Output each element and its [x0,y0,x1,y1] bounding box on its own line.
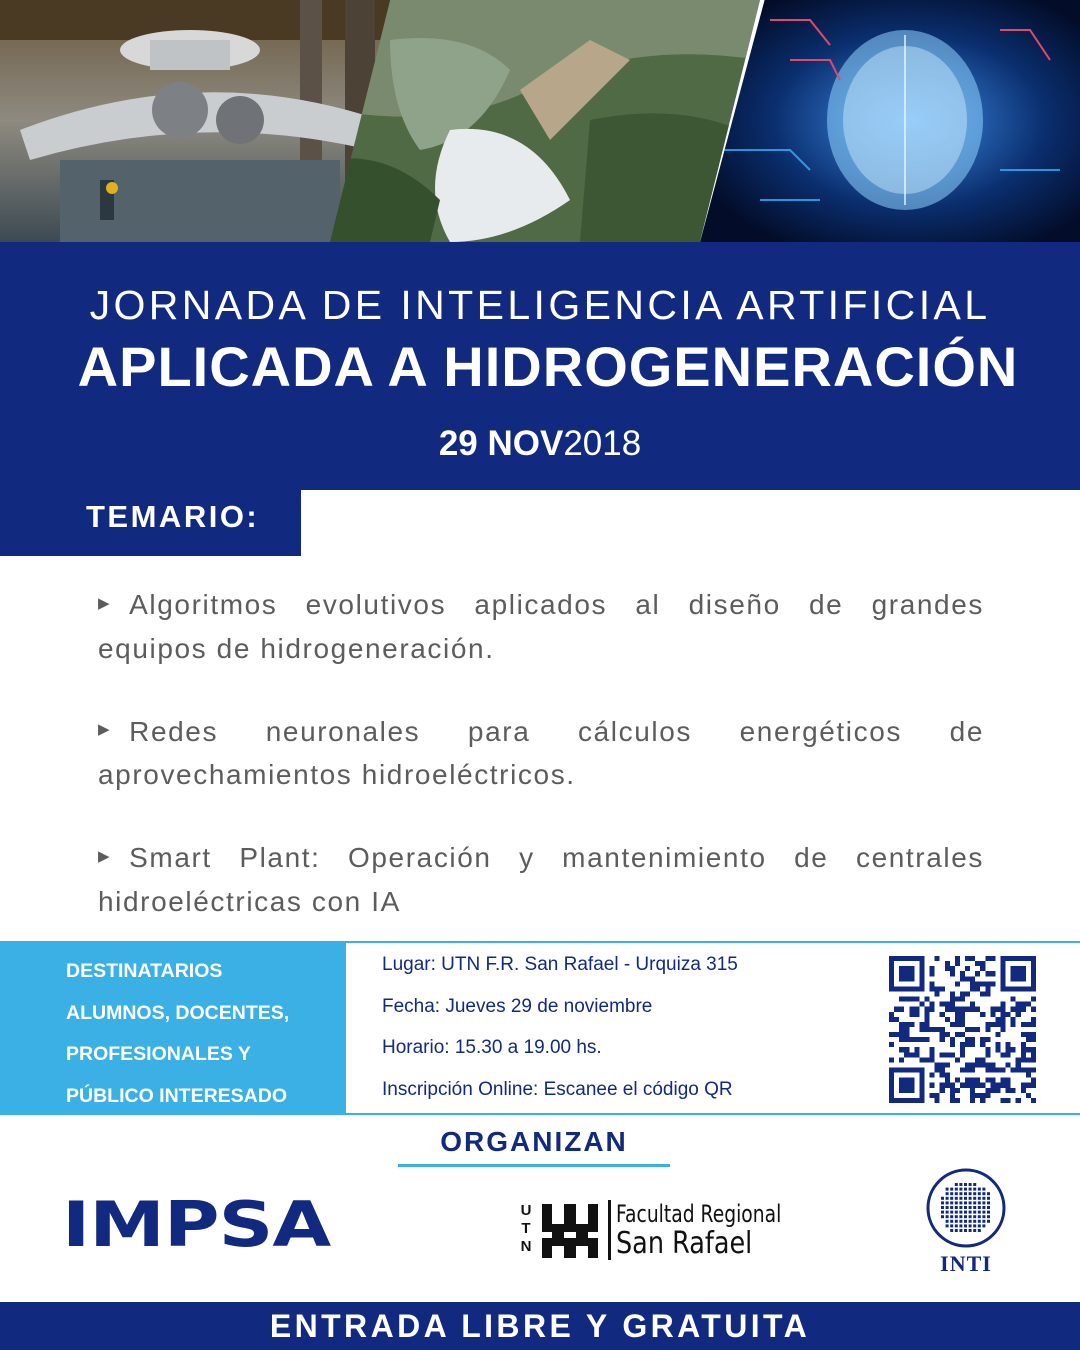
list-item [98,584,984,670]
list-item [98,711,984,797]
triangle-bullet-icon: ▶ [98,594,112,612]
detail-horario: Horario: 15.30 a 19.00 hs. [382,1037,602,1058]
digital-brain-circuit-photo [700,0,1080,242]
info-divider-top [346,941,1080,943]
event-date-year: 2018 [563,424,642,463]
inti-label: INTI [940,1251,992,1276]
topic-list [98,584,984,964]
footer-banner: ENTRADA LIBRE Y GRATUITA [0,1302,1080,1350]
detail-inscripcion: Inscripción Online: Escanee el código QR [382,1078,733,1100]
audience-line: ALUMNOS, DOCENTES, [66,1001,290,1024]
utn-logo [518,1200,782,1265]
info-divider-bottom [346,1113,1080,1115]
event-date [0,424,1080,464]
topic-text: Algoritmos evolutivos aplicados al diseño de grandes equipos de hidrogeneración. [98,589,984,664]
utn-letter: N [520,1238,532,1255]
event-date-day-month: 29 NOV [438,424,564,463]
organizers-heading: ORGANIZAN [440,1126,628,1157]
utn-line-1: Facultad Regional [616,1200,782,1228]
inti-globe-icon [925,1167,1007,1249]
inti-logo [925,1167,1007,1279]
title-band [0,242,1080,490]
header-photo-strip [0,0,1080,242]
utn-letters [518,1202,534,1256]
impsa-logo: IMPSA [62,1187,331,1261]
audience-line: PÚBLICO INTERESADO [66,1084,288,1107]
utn-line-2: San Rafael [616,1226,753,1261]
triangle-bullet-icon: ▶ [98,847,112,865]
topic-text: Smart Plant: Operación y mantenimiento de centrales hidroeléctricas con IA [98,842,984,917]
utn-name [608,1200,828,1260]
title-line-2: APLICADA A HIDROGENERACIÓN [77,335,1019,398]
audience-line: PROFESIONALES Y [66,1043,251,1065]
list-item [98,837,984,923]
detail-lugar: Lugar: UTN F.R. San Rafael - Urquiza 315 [382,954,738,975]
utn-emblem-icon [538,1202,602,1260]
qr-code-icon[interactable] [889,956,1036,1103]
title-line-1: JORNADA DE INTELIGENCIA ARTIFICIAL [89,282,991,328]
event-details [382,944,738,1110]
utn-letter: T [521,1220,531,1237]
organizers-underline [398,1164,670,1167]
triangle-bullet-icon: ▶ [98,721,112,739]
utn-letter: U [520,1202,532,1219]
topic-text: Redes neuronales para cálculos energéticos de aprovechamientos hidroeléctricos. [98,715,984,791]
audience-box [0,941,346,1115]
audience-heading: DESTINATARIOS [66,960,223,982]
dam-spillway-aerial-photo [330,0,760,242]
temario-heading: TEMARIO: [0,490,301,556]
detail-fecha: Fecha: Jueves 29 de noviembre [382,995,653,1017]
